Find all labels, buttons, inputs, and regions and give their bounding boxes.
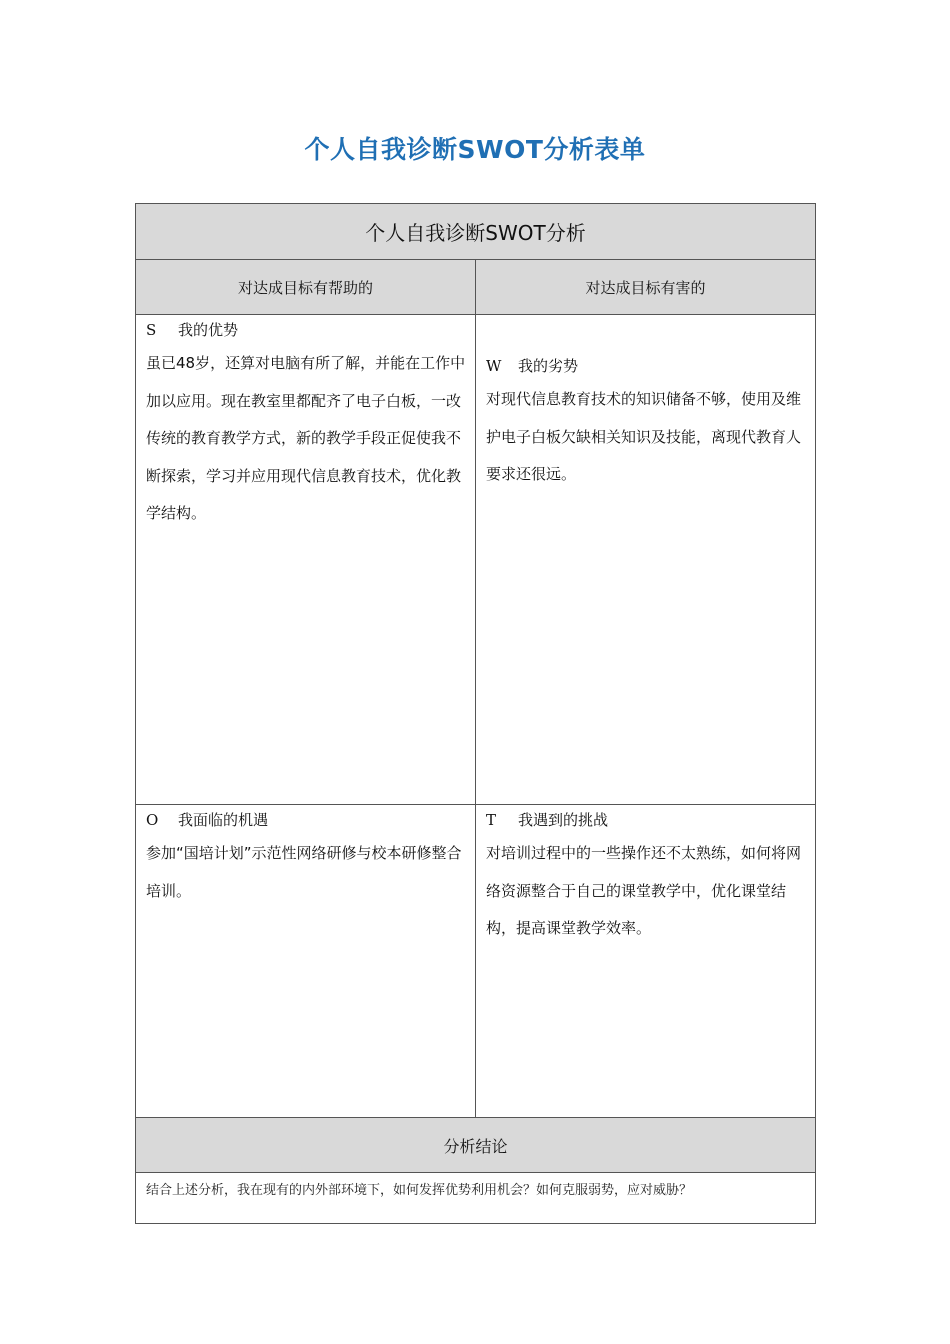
- helpful-column-header: 对达成目标有帮助的: [136, 260, 476, 315]
- threats-title: 我遇到的挑战: [518, 811, 609, 829]
- opportunities-cell: [136, 805, 476, 1118]
- conclusion-text: 结合上述分析，我在现有的内外部环境下，如何发挥优势利用机会？如何克服弱势，应对威胁？: [136, 1173, 816, 1224]
- opportunities-body: 参加“国培计划”示范性网络研修与校本研修整合培训。: [146, 844, 462, 900]
- harmful-column-header: 对达成目标有害的: [476, 260, 816, 315]
- threats-body: 对培训过程中的一些操作还不太熟练，如何将网络资源整合于自己的课堂教学中，优化课堂结构，提高课堂教学效率。: [486, 844, 802, 937]
- strengths-cell: [136, 315, 476, 805]
- strengths-title: 我的优势: [178, 321, 239, 339]
- weaknesses-title: 我的劣势: [518, 357, 579, 375]
- opportunities-letter: O: [146, 811, 159, 829]
- weaknesses-body: 对现代信息教育技术的知识储备不够，使用及维护电子白板欠缺相关知识及技能，离现代教育人要求还很远。: [486, 390, 802, 483]
- strengths-heading: [146, 317, 467, 343]
- conclusion-header: 分析结论: [136, 1118, 816, 1173]
- weaknesses-letter: W: [486, 357, 502, 375]
- opportunities-heading: [146, 807, 467, 833]
- opportunities-title: 我面临的机遇: [178, 811, 269, 829]
- strengths-body: 虽已48岁，还算对电脑有所了解，并能在工作中加以应用。现在教室里都配齐了电子白板，一改传统的教育教学方式，新的教学手段正促使我不断探索，学习并应用现代信息教育技术，优化教学结构。: [146, 354, 466, 522]
- weaknesses-cell: [476, 315, 816, 805]
- strengths-letter: S: [146, 321, 157, 339]
- weaknesses-heading: [486, 353, 807, 379]
- document-title: 个人自我诊断SWOT分析表单: [304, 135, 646, 164]
- threats-heading: [486, 807, 807, 833]
- threats-letter: T: [486, 811, 497, 829]
- swot-table: [135, 203, 816, 1224]
- threats-cell: [476, 805, 816, 1118]
- table-header: 个人自我诊断SWOT分析: [136, 204, 816, 260]
